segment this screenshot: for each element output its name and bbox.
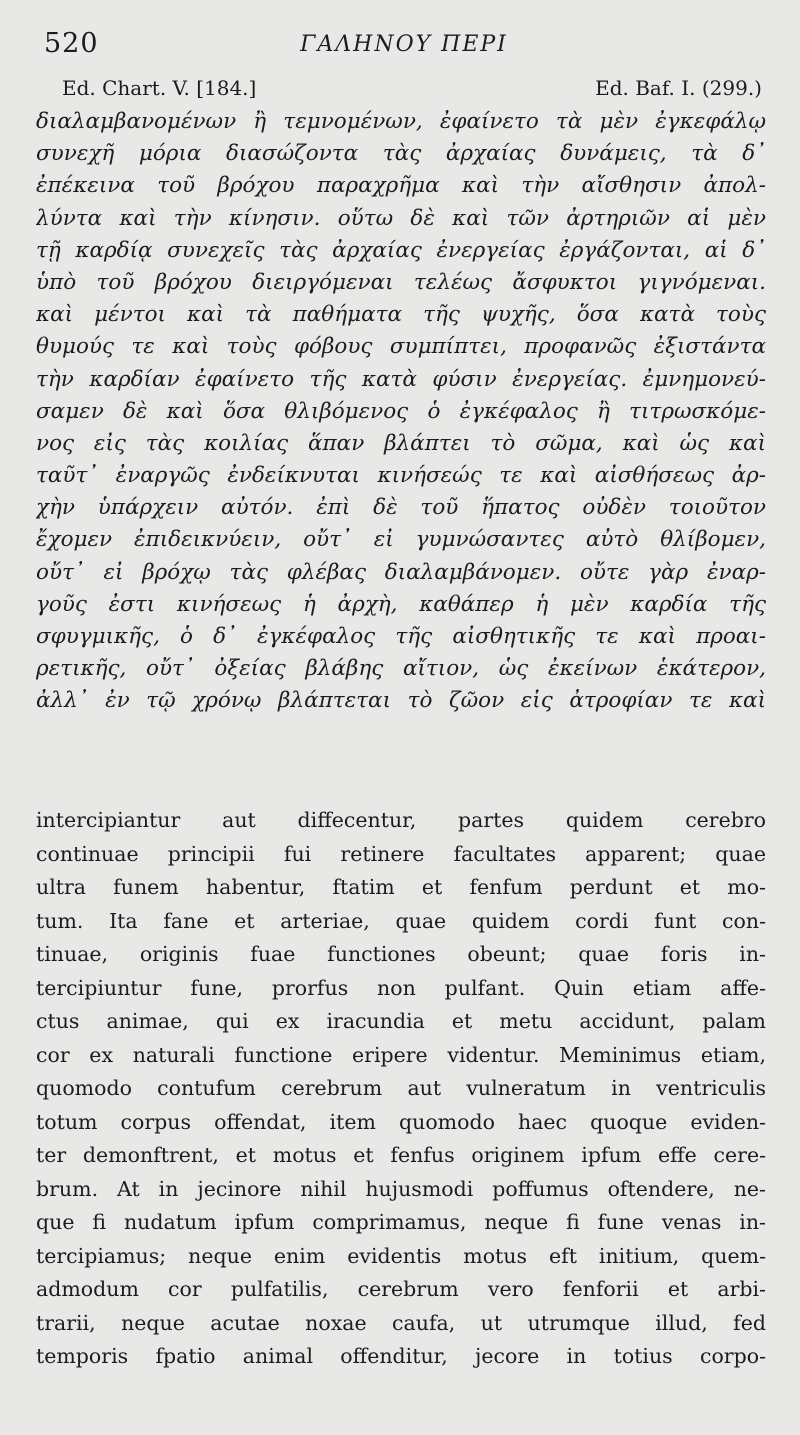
latin-text-block bbox=[36, 804, 766, 1374]
latin-text-line: ctus animae, qui ex iracundia et metu accidunt, palam bbox=[36, 1009, 766, 1033]
greek-text-line: νος εἰς τὰς κοιλίας ἅπαν βλάπτει τὸ σῶμα, καὶ ὡς καὶ bbox=[36, 430, 766, 456]
edition-basel: Ed. Baf. I. (299.) bbox=[595, 76, 762, 100]
latin-text-line: que fi nudatum ipfum comprimamus, neque fi fune venas in- bbox=[36, 1210, 766, 1234]
greek-text-line: τὴν καρδίαν ἐφαίνετο τῆς κατὰ φύσιν ἐνεργείας. ἐμνημονεύ- bbox=[36, 366, 766, 392]
running-title: ΓΑΛΗΝΟΥ ΠΕΡΙ bbox=[300, 32, 508, 57]
latin-text-line: quomodo contufum cerebrum aut vulneratum in ventriculis bbox=[36, 1076, 766, 1100]
greek-text-line: καὶ μέντοι καὶ τὰ παθήματα τῆς ψυχῆς, ὅσα κατὰ τοὺς bbox=[36, 302, 766, 328]
greek-text-line: ρετικῆς, οὔτ᾽ ὀξείας βλάβης αἴτιον, ὡς ἐκείνων ἑκάτερον, bbox=[36, 656, 766, 682]
greek-text-line: ἀλλ᾽ ἐν τῷ χρόνῳ βλάπτεται τὸ ζῶον εἰς ἀτροφίαν τε καὶ bbox=[36, 688, 766, 714]
greek-text-line: σαμεν δὲ καὶ ὅσα θλιβόμενος ὁ ἐγκέφαλος ἢ τιτρωσκόμε- bbox=[36, 398, 766, 424]
greek-text-line: ἔχομεν ἐπιδεικνύειν, οὔτ᾽ εἰ γυμνώσαντες αὐτὸ θλίβομεν, bbox=[36, 527, 766, 553]
greek-text-line: χὴν ὑπάρχειν αὐτόν. ἐπὶ δὲ τοῦ ἥπατος οὐδὲν τοιοῦτον bbox=[36, 495, 766, 521]
greek-text-line: συνεχῆ μόρια διασώζοντα τὰς ἀρχαίας δυνάμεις, τὰ δ᾽ bbox=[36, 141, 766, 167]
greek-text-line: ὑπὸ τοῦ βρόχου διειργόμεναι τελέως ἄσφυκτοι γιγνόμεναι. bbox=[36, 269, 766, 295]
greek-text-line: διαλαμβανομένων ἢ τεμνομένων, ἐφαίνετο τὰ μὲν ἐγκεφάλῳ bbox=[36, 109, 766, 134]
latin-text-line: intercipiantur aut diffecentur, partes quidem cerebro bbox=[36, 808, 766, 832]
greek-text-line: σφυγμικῆς, ὁ δ᾽ ἐγκέφαλος τῆς αἰσθητικῆς τε καὶ προαι- bbox=[36, 624, 766, 649]
greek-text-line: θυμούς τε καὶ τοὺς φόβους συμπίπτει, προφανῶς ἐξιστάντα bbox=[36, 334, 766, 360]
greek-text-line: οὔτ᾽ εἰ βρόχῳ τὰς φλέβας διαλαμβάνομεν. οὔτε γὰρ ἐναρ- bbox=[36, 559, 766, 585]
greek-text-line: λύντα καὶ τὴν κίνησιν. οὕτω δὲ καὶ τῶν ἀρτηριῶν αἱ μὲν bbox=[36, 205, 766, 231]
greek-text-block bbox=[36, 106, 766, 718]
latin-text-line: trarii, neque acutae noxae caufa, ut utrumque illud, fed bbox=[36, 1310, 766, 1335]
greek-text-line: ταῦτ᾽ ἐναργῶς ἐνδείκνυται κινήσεώς τε καὶ αἰσθήσεως ἀρ- bbox=[36, 463, 766, 489]
greek-text-line: γοῦς ἐστι κινήσεως ἡ ἀρχὴ, καθάπερ ἡ μὲν καρδία τῆς bbox=[36, 591, 766, 617]
latin-text-line: tinuae, originis fuae functiones obeunt; quae foris in- bbox=[36, 942, 766, 966]
latin-text-line: tum. Ita fane et arteriae, quae quidem cordi funt con- bbox=[36, 908, 766, 933]
latin-text-line: admodum cor pulfatilis, cerebrum vero fenforii et arbi- bbox=[36, 1277, 766, 1301]
latin-text-line: tercipiuntur fune, prorfus non pulfant. Quin etiam affe- bbox=[36, 975, 766, 1000]
latin-text-line: ultra funem habentur, ftatim et fenfum perdunt et mo- bbox=[36, 875, 766, 899]
latin-text-line: cor ex naturali functione eripere videntur. Meminimus etiam, bbox=[36, 1042, 766, 1067]
edition-chartier: Ed. Chart. V. [184.] bbox=[62, 76, 257, 100]
greek-text-line: ἐπέκεινα τοῦ βρόχου παραχρῆμα καὶ τὴν αἴσθησιν ἀπολ- bbox=[36, 173, 766, 199]
page-number: 520 bbox=[44, 28, 99, 59]
latin-text-line: ter demonftrent, et motus et fenfus originem ipfum effe cere- bbox=[36, 1143, 766, 1167]
greek-text-line: τῇ καρδίᾳ συνεχεῖς τὰς ἀρχαίας ἐνεργείας ἐργάζονται, αἱ δ᾽ bbox=[36, 237, 766, 263]
running-head bbox=[44, 28, 764, 64]
latin-text-line: temporis fpatio animal offenditur, jecore in totius corpo- bbox=[36, 1344, 766, 1368]
latin-text-line: brum. At in jecinore nihil hujusmodi poffumus oftendere, ne- bbox=[36, 1176, 766, 1201]
latin-text-line: totum corpus offendat, item quomodo haec quoque eviden- bbox=[36, 1109, 766, 1134]
latin-text-line: continuae principii fui retinere facultates apparent; quae bbox=[36, 841, 766, 866]
latin-text-line: tercipiamus; neque enim evidentis motus eft initium, quem- bbox=[36, 1243, 766, 1268]
edition-reference-line bbox=[62, 76, 762, 106]
